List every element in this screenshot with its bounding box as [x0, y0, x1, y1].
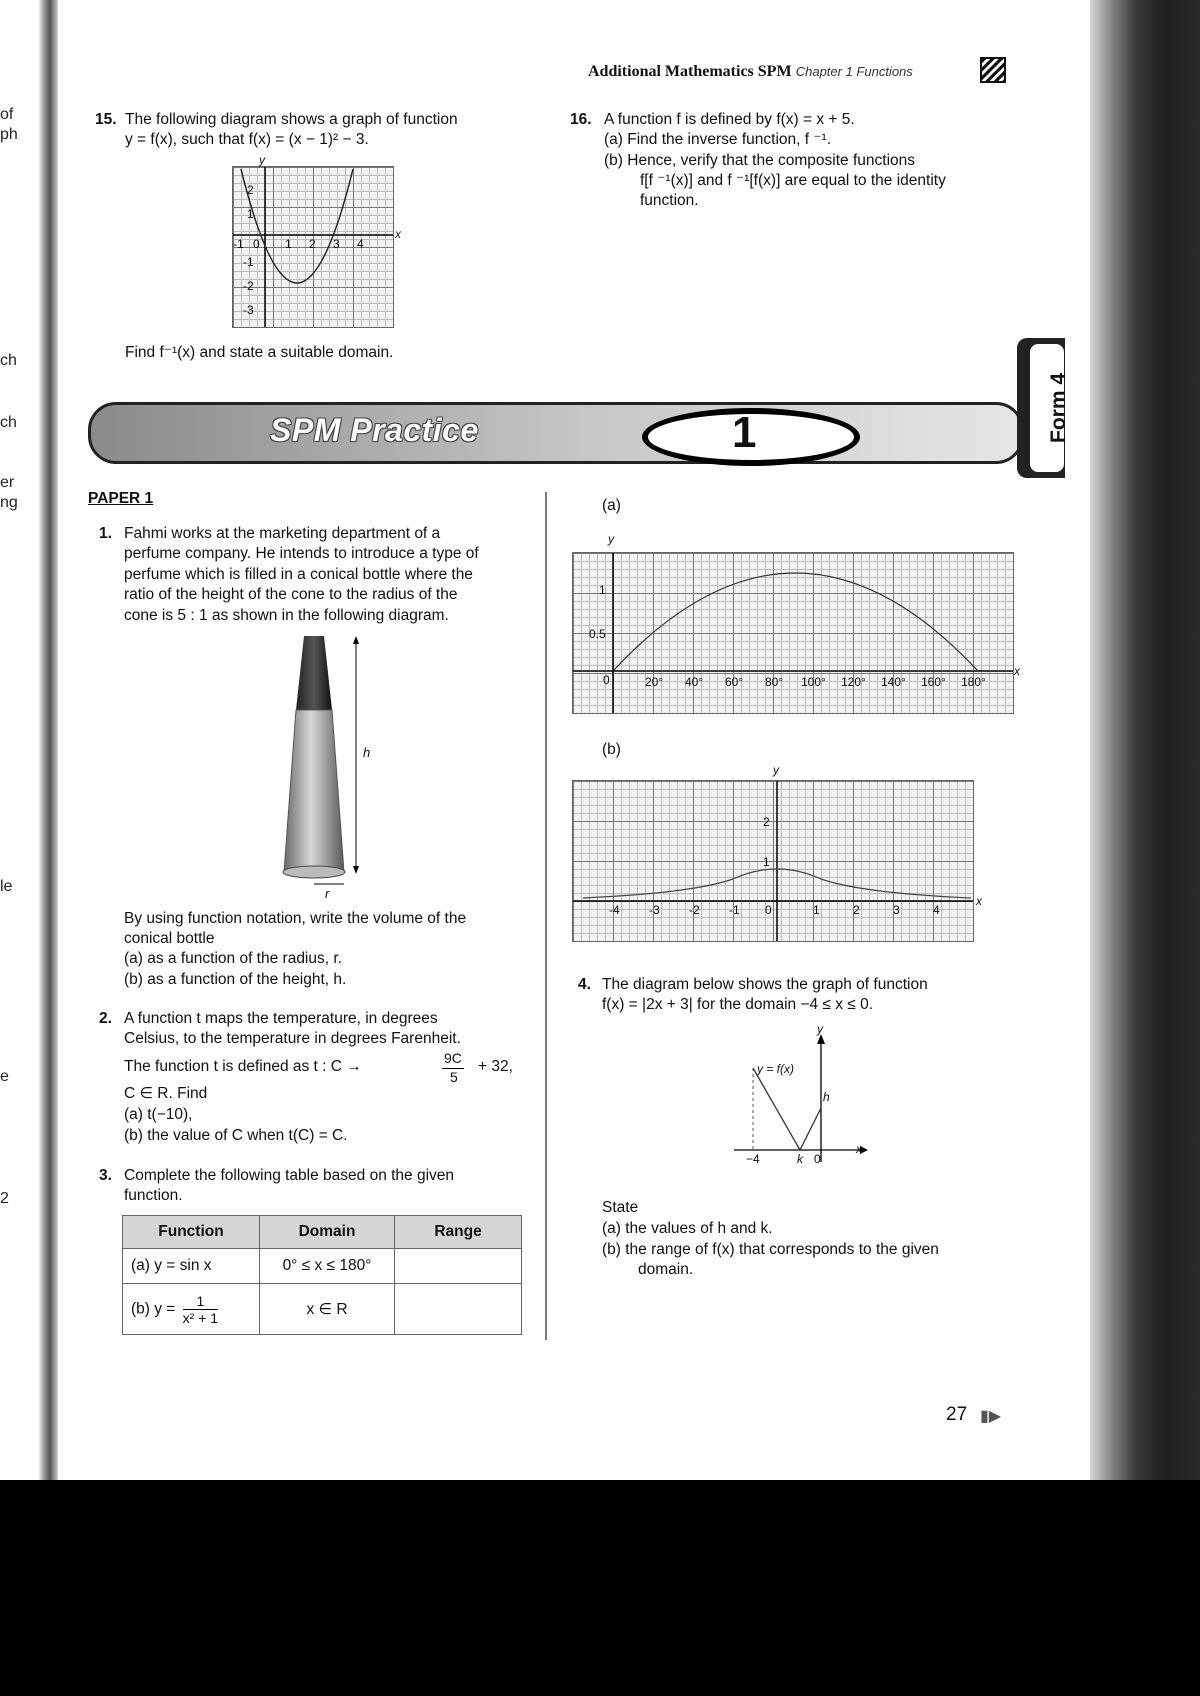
margin-fragment: le [0, 878, 13, 895]
question-part: (a) t(−10), [124, 1106, 193, 1123]
x-tick-label: 140° [881, 675, 906, 689]
margin-fragment: of [0, 106, 14, 123]
question-text: f(x) = |2x + 3| for the domain −4 ≤ x ≤ 0. [602, 996, 874, 1013]
fraction-denominator: x² + 1 [182, 1309, 219, 1326]
margin-fragment: ph [0, 126, 18, 143]
question-part: (a) the values of h and k. [602, 1220, 773, 1237]
question-part: f[f ⁻¹(x)] and f ⁻¹[f(x)] are equal to the identity [640, 172, 946, 189]
margin-fragment: e [0, 1068, 9, 1085]
radius-label: r [325, 886, 330, 901]
x-axis-label: x [395, 227, 401, 241]
x-tick-label: 120° [841, 675, 866, 689]
question-text: The function t is defined as t : C → [124, 1058, 362, 1075]
x-tick-label: -1 [233, 237, 244, 251]
x-tick-label: 3 [333, 237, 340, 251]
function-prefix: (b) y = [131, 1300, 176, 1318]
question-text: Fahmi works at the marketing department of a [124, 525, 441, 542]
x-tick-label: 180° [961, 675, 986, 689]
y-tick-label: 0 [603, 673, 610, 687]
y-tick-label: 2 [763, 815, 770, 829]
x-tick-label: 2 [309, 237, 316, 251]
fraction-numerator: 9C [442, 1048, 464, 1069]
y-axis-label: y [608, 532, 614, 546]
arrow-head [353, 636, 359, 644]
y-tick-label: 1 [247, 207, 254, 221]
range-cell[interactable] [395, 1284, 522, 1335]
margin-fragment: 2 [0, 1190, 9, 1207]
question-text: y = f(x), such that f(x) = (x − 1)² − 3. [125, 131, 369, 148]
y-tick-label: -3 [243, 303, 254, 317]
x-tick-label: 4 [357, 237, 364, 251]
x-axis-label: x [976, 894, 982, 908]
bottle-base [283, 866, 345, 878]
margin-fragment: ch [0, 352, 17, 369]
scan-background [0, 1480, 1200, 1696]
x-tick-label: 20° [645, 675, 664, 689]
table-header-row [123, 1216, 522, 1249]
y-tick-label: -1 [243, 255, 254, 269]
question-part: (a) as a function of the radius, r. [124, 950, 342, 967]
table-row [123, 1249, 522, 1284]
column-divider [545, 492, 547, 1340]
chapter-title: Chapter 1 Functions [795, 64, 913, 79]
x-tick-label: 0 [253, 237, 260, 251]
question-part: (b) the value of C when t(C) = C. [124, 1127, 348, 1144]
margin-fragment: ng [0, 494, 18, 511]
question-text: C ∈ R. Find [124, 1085, 208, 1102]
function-cell [123, 1284, 260, 1335]
x-tick-label: 160° [921, 675, 946, 689]
question-number: 15. [95, 111, 117, 128]
question-text: A function t maps the temperature, in degrees [124, 1010, 438, 1027]
paper-heading: PAPER 1 [88, 490, 154, 507]
graph-b-svg [573, 781, 973, 941]
fraction-denominator: 5 [450, 1069, 458, 1085]
bottle-body [284, 710, 344, 872]
graph-a [572, 552, 1014, 714]
range-cell[interactable] [395, 1249, 522, 1284]
x-tick-label: -2 [689, 903, 700, 917]
y-axis-label: y [259, 153, 265, 167]
x-tick-label: -1 [729, 903, 740, 917]
page-arrow-icon: ▮▶ [980, 1408, 1002, 1425]
h-label: h [823, 1090, 830, 1104]
k-label: k [797, 1152, 803, 1166]
domain-cell: x ∈ R [260, 1284, 395, 1335]
y-tick-label: 0 [765, 903, 772, 917]
column-header: Range [395, 1216, 522, 1249]
question-text: cone is 5 : 1 as shown in the following diagram. [124, 607, 449, 624]
question-number: 4. [578, 976, 591, 993]
question-number: 3. [99, 1167, 112, 1184]
question-text: function. [124, 1187, 183, 1204]
x-axis-label: x [1014, 664, 1020, 678]
banner-title: SPM Practice [270, 412, 479, 448]
x-tick-label: 80° [765, 675, 784, 689]
spm-practice-banner [88, 402, 1024, 464]
x-tick-label: 100° [801, 675, 826, 689]
question-number: 2. [99, 1010, 112, 1027]
graph-label: (a) [602, 497, 621, 514]
graph-b [572, 780, 974, 942]
column-header: Function [123, 1216, 260, 1249]
page-edge-shadow-right [1090, 0, 1200, 1480]
parabola-curve [241, 169, 353, 283]
question-part: function. [640, 192, 699, 209]
question-number: 16. [570, 111, 592, 128]
question-part: (b) as a function of the height, h. [124, 971, 347, 988]
question-text: The diagram below shows the graph of function [602, 976, 928, 993]
function-table [122, 1215, 522, 1335]
y-axis-label: y [773, 763, 779, 777]
question-text: ratio of the height of the cone to the radius of the [124, 586, 458, 603]
question-number: 1. [99, 525, 112, 542]
margin-fragment: ch [0, 414, 17, 431]
x-tick-label: 60° [725, 675, 744, 689]
y-tick-label: 1 [763, 855, 770, 869]
running-header [588, 63, 913, 81]
sine-curve [613, 573, 978, 671]
height-label: h [363, 745, 371, 760]
question-part: (a) Find the inverse function, f ⁻¹. [604, 131, 831, 148]
x-axis-label: x [856, 1142, 862, 1156]
book-title: Additional Mathematics SPM [588, 63, 792, 80]
x-tick-label: -4 [609, 903, 620, 917]
form-tab-label: Form 4 [1047, 372, 1071, 444]
arrow-head [353, 866, 359, 874]
cone-bottle-diagram [270, 636, 380, 900]
page-binding-shadow-left [0, 0, 58, 1480]
domain-cell: 0° ≤ x ≤ 180° [260, 1249, 395, 1284]
question-text: Find f⁻¹(x) and state a suitable domain. [125, 344, 394, 361]
y-axis-label: y [817, 1022, 823, 1036]
origin-label: 0 [814, 1152, 821, 1166]
x-tick-label: 40° [685, 675, 704, 689]
graph-a-svg [573, 553, 1013, 713]
question-text: perfume company. He intends to introduce a type of [124, 545, 479, 562]
question-text: The following diagram shows a graph of function [125, 111, 458, 128]
x-tick-label: 2 [853, 903, 860, 917]
abs-value-graph [753, 1068, 821, 1150]
x-tick-label: −4 [746, 1152, 760, 1166]
margin-fragment: er [0, 474, 15, 491]
x-tick-label: 3 [893, 903, 900, 917]
q15-graph [232, 153, 401, 328]
y-tick-label: 2 [247, 183, 254, 197]
function-cell: (a) y = sin x [123, 1249, 260, 1284]
table-row [123, 1284, 522, 1335]
publisher-logo-icon [980, 57, 1006, 83]
question-part: (b) Hence, verify that the composite functions [604, 152, 916, 169]
column-header: Domain [260, 1216, 395, 1249]
y-tick-label: -2 [243, 279, 254, 293]
question-text: + 32, [478, 1058, 513, 1075]
question-part: domain. [638, 1261, 694, 1278]
question-text: State [602, 1199, 639, 1216]
y-tick-label: 1 [599, 583, 606, 597]
question-text: conical bottle [124, 930, 215, 947]
graph-label: (b) [602, 741, 621, 758]
question-text: Complete the following table based on the given [124, 1167, 455, 1184]
practice-number: 1 [732, 408, 757, 457]
fraction [183, 1293, 218, 1326]
question-text: Celsius, to the temperature in degrees Farenheit. [124, 1030, 461, 1047]
curve-label: y = f(x) [757, 1062, 795, 1076]
x-tick-label: 1 [285, 237, 292, 251]
bottle-cap [296, 636, 332, 710]
y-tick-label: 0.5 [589, 627, 606, 641]
q4-graph [730, 1030, 870, 1170]
fraction-numerator: 1 [183, 1293, 218, 1310]
question-text: perfume which is filled in a conical bottle where the [124, 566, 473, 583]
question-text: By using function notation, write the volume of the [124, 910, 467, 927]
question-text: A function f is defined by f(x) = x + 5. [604, 111, 855, 128]
x-tick-label: 1 [813, 903, 820, 917]
x-tick-label: -3 [649, 903, 660, 917]
page-number: 27 [946, 1404, 968, 1425]
question-part: (b) the range of f(x) that corresponds to the given [602, 1241, 939, 1258]
x-tick-label: 4 [933, 903, 940, 917]
